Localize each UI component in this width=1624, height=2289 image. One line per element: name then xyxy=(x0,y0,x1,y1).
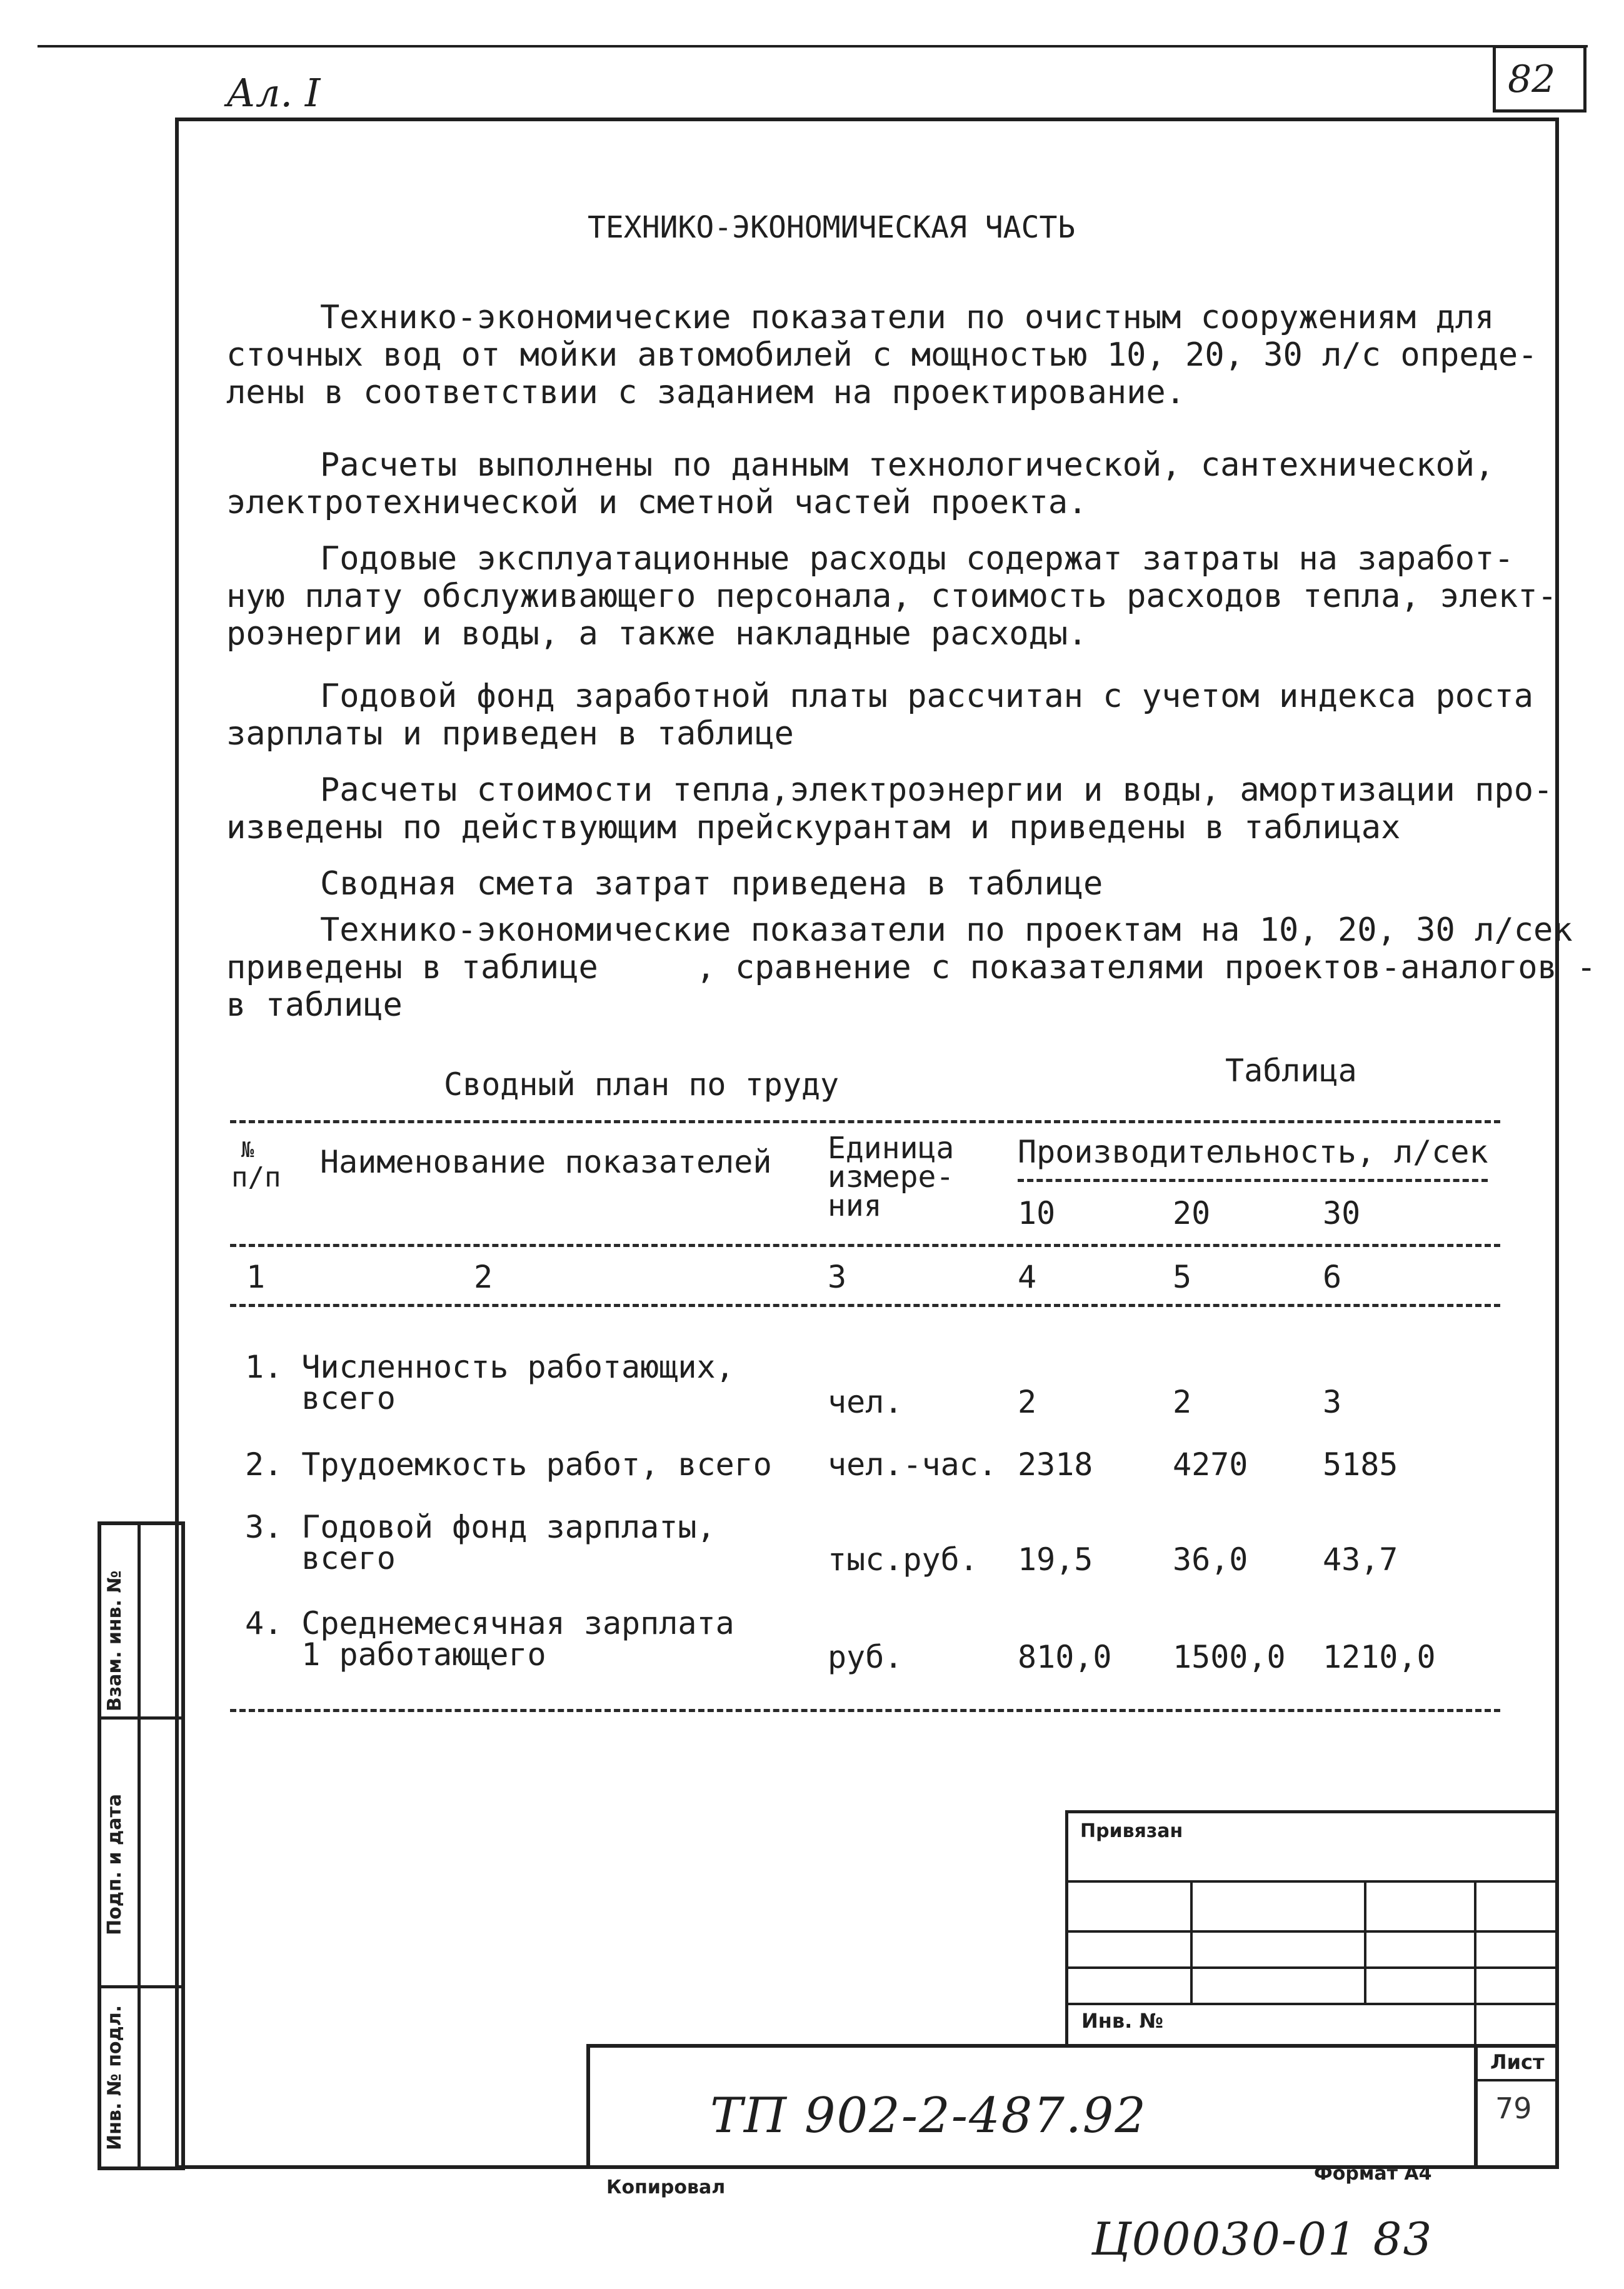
format-label: Формат А4 xyxy=(1314,2163,1432,2185)
row-value: 5185 xyxy=(1323,1446,1398,1483)
th-cap-20: 20 xyxy=(1173,1195,1211,1231)
col-number: 2 xyxy=(474,1259,493,1295)
row-value: 810,0 xyxy=(1018,1639,1112,1675)
list-number: 79 xyxy=(1495,2091,1532,2125)
paragraph-6: Сводная смета затрат приведена в таблице xyxy=(320,865,1103,903)
row-value: 2 xyxy=(1018,1384,1037,1420)
inv-no-label: Инв. № xyxy=(1081,2009,1163,2033)
table-row: 1. Численность работающих, всего xyxy=(245,1349,734,1416)
row-unit: тыс.руб. xyxy=(828,1541,978,1578)
th-capacity: Производительность, л/сек xyxy=(1018,1134,1488,1170)
row-value: 1500,0 xyxy=(1173,1639,1286,1675)
col-number: 6 xyxy=(1323,1259,1342,1295)
row-value: 19,5 xyxy=(1018,1541,1093,1578)
vzam-inv-label: Взам. инв. № xyxy=(104,1570,126,1711)
row-unit: руб. xyxy=(828,1639,903,1675)
paragraph-4: Годовой фонд заработной платы рассчитан с учетом индекса роста зарплаты и приведен в таблице xyxy=(226,678,1534,753)
paragraph-2: Расчеты выполнены по данным технологической, сантехнической, электротехнической и сметной частей проекта. xyxy=(226,446,1495,521)
podp-data-label: Подп. и дата xyxy=(104,1793,126,1935)
inv-podl-label: Инв. № подл. xyxy=(104,2005,126,2150)
row-value: 36,0 xyxy=(1173,1541,1248,1578)
page-title: ТЕХНИКО-ЭКОНОМИЧЕСКАЯ ЧАСТЬ xyxy=(588,210,1076,245)
table-caption: Сводный план по труду xyxy=(444,1066,840,1103)
table-row: 4. Среднемесячная зарплата 1 работающего xyxy=(245,1605,734,1673)
th-num: № п/п xyxy=(231,1138,281,1193)
table-row: 2. Трудоемкость работ, всего xyxy=(245,1446,772,1483)
row-value: 3 xyxy=(1323,1384,1342,1420)
privyazan-label: Привязан xyxy=(1080,1820,1183,1842)
table-row: 3. Годовой фонд зарплаты, всего xyxy=(245,1509,716,1576)
row-unit: чел. xyxy=(828,1384,903,1420)
list-label: Лист xyxy=(1490,2050,1545,2074)
th-cap-30: 30 xyxy=(1323,1195,1361,1231)
doc-code: ТП 902-2-487.92 xyxy=(710,2088,1147,2144)
th-unit: Единица измере- ния xyxy=(828,1131,955,1223)
copied-label: Копировал xyxy=(606,2176,726,2198)
col-number: 3 xyxy=(828,1259,847,1295)
th-cap-10: 10 xyxy=(1018,1195,1056,1231)
col-number: 5 xyxy=(1173,1259,1192,1295)
table-label: Таблица xyxy=(1225,1053,1357,1089)
col-number: 1 xyxy=(246,1259,266,1295)
paragraph-7: Технико-экономические показатели по проектам на 10, 20, 30 л/сек приведены в таблице , сравнение с показателями проектов-аналогов - в таблице xyxy=(226,911,1596,1024)
row-value: 2318 xyxy=(1018,1446,1093,1483)
row-value: 2 xyxy=(1173,1384,1192,1420)
paragraph-1: Технико-экономические показатели по очистным сооружениям для сточных вод от мойки автомобилей с мощностью 10, 20, 30 л/с опреде- лены в соответствии с заданием на проектирование. xyxy=(226,299,1538,411)
row-unit: чел.-час. xyxy=(828,1446,997,1483)
th-name: Наименование показателей xyxy=(320,1144,772,1180)
paragraph-3: Годовые эксплуатационные расходы содержат затраты на заработ- ную плату обслуживающего персонала, стоимость расходов тепла, элект- роэнергии и воды, а также накладные расходы. xyxy=(226,540,1557,653)
row-value: 1210,0 xyxy=(1323,1639,1436,1675)
archive-code: Ц00030-01 83 xyxy=(1091,2213,1433,2265)
page-number: 82 xyxy=(1508,58,1556,101)
row-value: 4270 xyxy=(1173,1446,1248,1483)
sheet-mark: Ал. I xyxy=(226,70,321,116)
row-value: 43,7 xyxy=(1323,1541,1398,1578)
paragraph-5: Расчеты стоимости тепла,электроэнергии и воды, амортизации про- изведены по действующим прейскурантам и приведены в таблицах xyxy=(226,771,1553,846)
col-number: 4 xyxy=(1018,1259,1037,1295)
